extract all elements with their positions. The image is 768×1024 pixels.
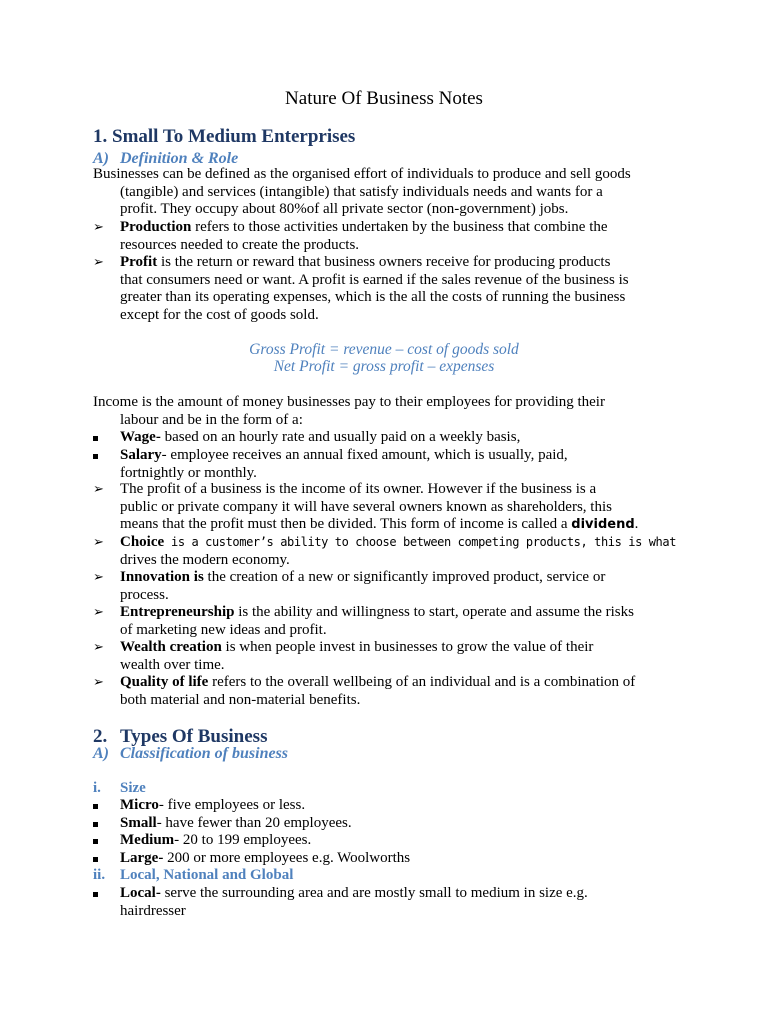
roman-label: i. xyxy=(93,780,101,796)
term-micro: Micro xyxy=(120,797,159,813)
document-title: Nature Of Business Notes xyxy=(285,88,483,109)
subheading-label: A) xyxy=(93,150,109,167)
item-text: wealth over time. xyxy=(120,656,225,673)
term-wealth-creation: Wealth creation xyxy=(120,639,222,655)
term-quality-of-life: Quality of life xyxy=(120,674,209,690)
item-text: based on an hourly rate and usually paid on a weekly basis, xyxy=(160,429,521,445)
item-text: hairdresser xyxy=(120,902,186,919)
list-item-choice xyxy=(93,534,683,569)
term-local: Local- xyxy=(120,885,161,901)
formula-gross-profit: Gross Profit = revenue – cost of goods sold xyxy=(249,341,519,358)
section-number: 2. xyxy=(93,726,108,747)
item-text: of marketing new ideas and profit. xyxy=(120,621,327,638)
square-bullet-icon xyxy=(93,815,120,833)
item-text: fortnightly or monthly. xyxy=(120,464,257,481)
list-item-small xyxy=(93,815,683,833)
section-title: Types Of Business xyxy=(120,726,268,747)
list-item-profit xyxy=(93,254,683,324)
item-text: The profit of a business is the income of its owner. However if the business is a xyxy=(120,481,597,497)
income-paragraph xyxy=(93,394,683,429)
list-item-quality-of-life xyxy=(93,674,683,709)
roman-label: ii. xyxy=(93,867,106,883)
intro-line: profit. They occupy about 80%of all private sector (non-government) jobs. xyxy=(120,201,569,217)
item-text: except for the cost of goods sold. xyxy=(120,306,319,323)
arrow-bullet-icon: ➢ xyxy=(93,255,104,270)
square-bullet-icon xyxy=(93,885,120,903)
roman-title: Size xyxy=(120,780,146,796)
subheading-text: Classification of business xyxy=(120,745,289,762)
list-item-production xyxy=(93,219,683,254)
list-item-dividend xyxy=(93,481,683,534)
term-salary: Salary xyxy=(120,447,162,463)
item-text: is when people invest in businesses to grow the value of their xyxy=(221,639,594,655)
arrow-bullet-icon: ➢ xyxy=(93,640,104,655)
square-bullet-icon xyxy=(93,447,120,465)
formula-net-profit: Net Profit = gross profit – expenses xyxy=(273,358,495,375)
item-text: serve the surrounding area and are mostly small to medium in size e.g. xyxy=(160,885,588,901)
subheading-text: Definition & Role xyxy=(120,150,239,167)
item-text: is the return or reward that business owners receive for producing products xyxy=(157,254,611,270)
list-item-large xyxy=(93,850,683,868)
item-text: . xyxy=(634,516,639,532)
income-line: labour and be in the form of a: xyxy=(120,411,303,428)
list-item-medium xyxy=(93,832,683,850)
term-choice: Choice xyxy=(120,534,165,550)
item-text: the creation of a new or significantly improved product, service or xyxy=(203,569,606,585)
item-text: - employee receives an annual fixed amount, which is usually, paid, xyxy=(161,447,568,463)
term-profit: Profit xyxy=(120,254,158,270)
square-bullet-icon xyxy=(93,429,120,447)
term-wage: Wage- xyxy=(120,429,161,445)
list-item-wage xyxy=(93,429,683,447)
item-text: drives the modern economy. xyxy=(120,551,290,568)
income-line: Income is the amount of money businesses pay to their employees for providing their xyxy=(93,394,605,410)
arrow-bullet-icon: ➢ xyxy=(93,605,104,620)
item-text: process. xyxy=(120,586,169,603)
term-dividend: dividend xyxy=(571,517,635,532)
subheading-label: A) xyxy=(93,745,109,762)
item-text: is the ability and willingness to start, operate and assume the risks xyxy=(234,604,634,620)
list-item-salary xyxy=(93,447,683,482)
arrow-bullet-icon: ➢ xyxy=(93,570,104,585)
arrow-bullet-icon: ➢ xyxy=(93,482,104,497)
term-small: Small xyxy=(120,815,157,831)
arrow-bullet-icon: ➢ xyxy=(93,535,104,550)
list-item-micro xyxy=(93,797,683,815)
item-text: 200 or more employees e.g. Woolworths xyxy=(163,850,411,866)
item-text: public or private company it will have several owners known as shareholders, this xyxy=(120,498,612,515)
item-text: both material and non-material benefits. xyxy=(120,691,361,708)
square-bullet-icon xyxy=(93,850,120,868)
arrow-bullet-icon: ➢ xyxy=(93,220,104,235)
item-text: refers to the overall wellbeing of an individual and is a combination of xyxy=(208,674,636,690)
list-item-wealth-creation xyxy=(93,639,683,674)
term-innovation: Innovation is xyxy=(120,569,204,585)
term-large: Large- xyxy=(120,850,164,866)
item-text: - 20 to 199 employees. xyxy=(174,832,312,848)
square-bullet-icon xyxy=(93,832,120,850)
roman-title: Local, National and Global xyxy=(120,867,294,883)
subsection-size xyxy=(93,780,146,797)
term-production: Production xyxy=(120,219,192,235)
item-text: is a customer’s ability to choose between competing products, this is what xyxy=(164,535,677,549)
item-text: - five employees or less. xyxy=(158,797,306,813)
arrow-bullet-icon: ➢ xyxy=(93,675,104,690)
item-text: greater than its operating expenses, which is the all the costs of running the business xyxy=(120,289,626,305)
subsection-local-national-global xyxy=(93,867,293,884)
intro-line: Businesses can be defined as the organised effort of individuals to produce and sell goods xyxy=(93,166,631,182)
subheading-classification xyxy=(93,745,288,763)
item-text: - have fewer than 20 employees. xyxy=(156,815,352,831)
item-text: refers to those activities undertaken by the business that combine the xyxy=(191,219,608,235)
term-entrepreneurship: Entrepreneurship xyxy=(120,604,235,620)
square-bullet-icon xyxy=(93,797,120,815)
item-text: means that the profit must then be divided. This form of income is called a xyxy=(120,516,572,532)
item-text: resources needed to create the products. xyxy=(120,236,360,253)
term-medium: Medium xyxy=(120,832,175,848)
item-text: that consumers need or want. A profit is earned if the sales revenue of the business is xyxy=(120,271,629,288)
section-heading-sme: 1. Small To Medium Enterprises xyxy=(93,126,356,147)
intro-line: (tangible) and services (intangible) that satisfy individuals needs and wants for a xyxy=(120,183,603,200)
list-item-innovation xyxy=(93,569,683,604)
intro-paragraph xyxy=(93,166,683,219)
list-item-entrepreneurship xyxy=(93,604,683,639)
list-item-local xyxy=(93,885,683,920)
